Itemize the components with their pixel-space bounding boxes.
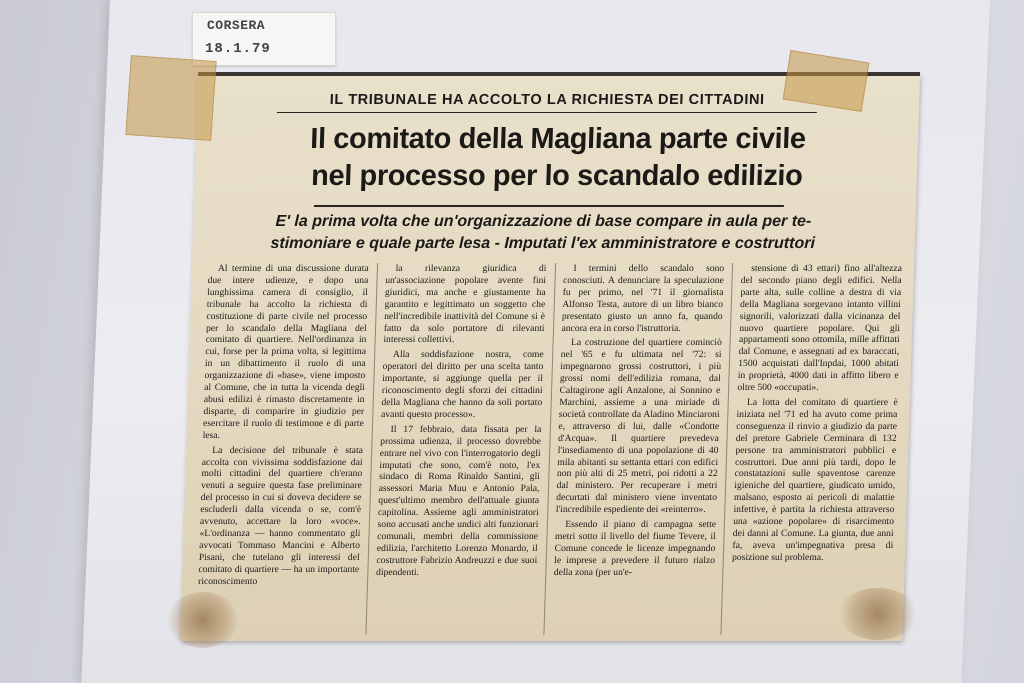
article-subhead (212, 211, 873, 255)
paragraph: Essendo il piano di campagna sette metri sotto il livello del fiume Tevere, il Comune concede le licenze impegnando le imprese a prevedere il futuro rialzo della zona (per un'e- (553, 519, 717, 578)
paragraph: La decisione del tribunale è stata accolta con vivissima soddisfazione dai molti cittadini del quartiere ch'erano venuti a seguire questa fase preliminare del processo in cui si doveva decidere se escluderli dalla vicenda o se, com'è avvenuto, accettare la loro «voce». «L'ordinanza — hanno commentato gli avvocati Tommaso Mancini e Alberto Pisani, che tutelano gli interessi del comitato di quartiere — ha un importante riconoscimento (197, 444, 364, 587)
subhead-line-2: stimoniare e quale parte lesa - Imputati l'ex amministratore e costruttori (270, 235, 816, 252)
article-column (188, 263, 377, 635)
headline-line-1: Il comitato della Magliana parte civile (309, 123, 807, 155)
article-headline (200, 121, 914, 195)
label-date: 18.1.79 (205, 41, 271, 57)
paragraph: La lotta del comitato di quartiere è iniziata nel '71 ed ha avuto come prima conseguenza il rinvio a giudizio da parte del pretore Gabriele Cerminara di 132 persone tra amministratori pubblici e costruttori. Due anni più tardi, dopo le constatazioni sulle spaventose carenze igieniche del quartiere, giudicato umido, malsano, esposto ai pericoli di malattie infettive, è partita la richiesta attraverso una «azione popolare» di risarcimento dei danni al Comune. La giunta, due anni fa, aveva un'impegnativa presa di posizione sul problema. (731, 396, 898, 563)
paragraph: stensione di 43 ettari) fino all'altezza del secondo piano degli edifici. Nella parte alta, sulle colline a destra di via della Magliana sorgevano intanto villini signorili, valorizzati dalla vicinanza del nuovo quartiere popolare. Qui gli appartamenti sono ottomila, mille affittati dal Comune, e assegnati ad ex baraccati, 1500 acquistati dall'Inpdai, 1000 abitati in proprietà, 4000 dati in affitto libero e oltre 500 «occupati». (737, 263, 903, 394)
stain-mark (168, 592, 238, 648)
paragraph: I termini dello scandalo sono conosciuti. A denunciare la speculazione fu per primo, nel '71 il giornalista Alfonso Testa, autore di un libro bianco presentato giusto un anno fa, quando ancora era in corso l'istruttoria. (561, 263, 725, 334)
article-kicker: IL TRIBUNALE HA ACCOLTO LA RICHIESTA DEI CITTADINI (329, 92, 765, 108)
paragraph: Alla soddisfazione nostra, come operatori del diritto per una scelta tanto importante, si aggiunge quella per il riconoscimento degli sforzi dei cittadini della Magliana che hanno da soli portato avanti questo processo». (380, 349, 544, 420)
archive-label (192, 12, 336, 66)
newspaper-clipping (180, 75, 920, 641)
article-body (188, 263, 910, 635)
article-column (366, 263, 555, 635)
headline-line-2: nel processo per lo scandalo edilizio (310, 160, 803, 192)
paragraph: Il 17 febbraio, data fissata per la prossima udienza, il processo dovrebbe entrare nel vivo con l'interrogatorio degli imputati che sono, com'è noto, l'ex sindaco di Roma Rinaldo Santini, gli assessori Maria Muu e Antonio Pala, quest'ultimo membro dell'attuale giunta capitolina. Assieme agli amministratori sono accusati anche undici alti funzionari comunali, membri della commissione edilizia, l'architetto Lorenzo Monardo, il costruttore Fabrizio Andreuzzi e due suoi dipendenti. (375, 423, 542, 578)
paragraph: La costruzione del quartiere cominciò nel '65 e fu ultimata nel '72: si impegnarono grossi costruttori, i più grossi nomi dell'edilizia romana, dal Caltagirone agli Anzalone, ai Sonnino e Marchini, assieme a una miriade di società controllate da Aladino Minciaroni e, attraverso di lui, dalle «Condotte d'Acqua». Il quartiere prevedeva l'insediamento di una popolazione di 40 mila abitanti su settanta ettari con edifici non più alti di 25 metri, poi ridotti a 22 dal ministero. Per recuperare i metri decurtati dal ministero viene inventato l'incredibile espediente dei «reinterro». (555, 337, 723, 516)
headline-divider (314, 205, 784, 207)
label-source: CORSERA (207, 18, 266, 33)
subhead-line-1: E' la prima volta che un'organizzazione di base compare in aula per te- (275, 213, 812, 230)
paragraph: la rilevanza giuridica di un'associazione popolare avente fini giuridici, ma anche e giustamente ha garantito e legittimato un soggetto che nell'incredibile inattività del Comune si è fatto da solo portatore di rilevanti interessi collettivi. (383, 263, 547, 346)
paragraph: Al termine di una discussione durata due intere udienze, e dopo una lunghissima camera di consiglio, il tribunale ha accolto la richiesta di costituzione di parte civile nel processo per lo scandalo della Magliana del comitato di quartiere. Nell'ordinanza in cui, forse per la prima volta, si legittima in un dibattimento il ruolo di una organizzazione di «base», viene imposto al Comune, che in tutta la vicenda degli abusi edilizi è rimasto discretamente in disparte, di comparire in giudizio per esercitare il ruolo di testimone e di parte lesa. (202, 263, 369, 441)
tape-strip (125, 55, 216, 141)
article-column (722, 263, 910, 635)
stain-mark (838, 588, 918, 640)
kicker-divider (277, 112, 817, 113)
article-column (544, 263, 733, 635)
